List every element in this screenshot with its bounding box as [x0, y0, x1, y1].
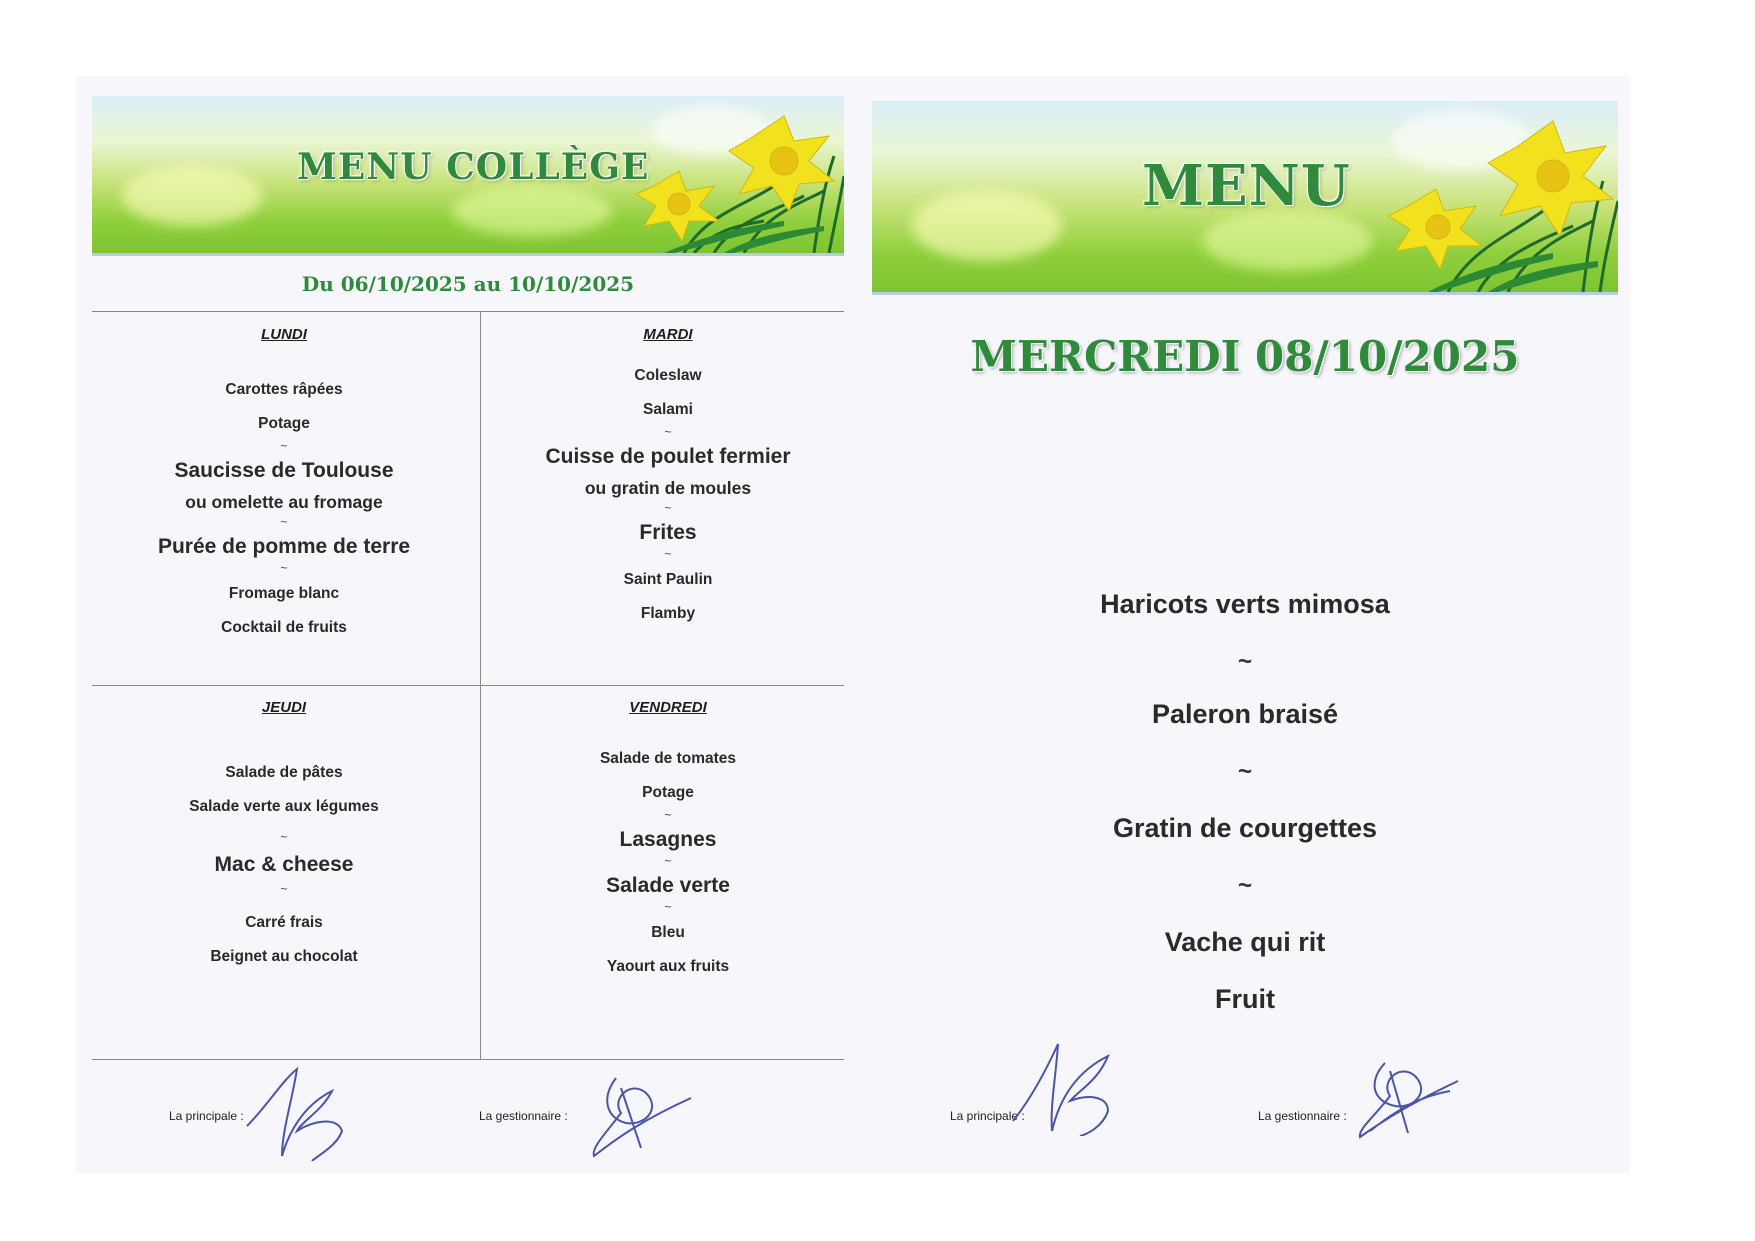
menu-item: Cocktail de fruits [221, 619, 347, 636]
daffodil-flower-icon [1378, 101, 1618, 292]
menu-item: Vache qui rit [1164, 927, 1326, 957]
signature-label-manager: La gestionnaire : [479, 1109, 568, 1123]
day-title: MERCREDI 08/10/2025 [970, 332, 1520, 381]
day-name: MARDI [643, 326, 693, 343]
menu-item: Bleu [651, 924, 685, 941]
menu-item: Lasagnes [619, 828, 717, 851]
day-name: JEUDI [261, 699, 307, 716]
day-name: VENDREDI [629, 699, 707, 716]
day-cell-thursday [92, 698, 476, 974]
signature-label-principal: La principale : [169, 1109, 244, 1123]
wednesday-menu-list [860, 576, 1630, 1028]
menu-item: Fromage blanc [228, 585, 340, 602]
grid-line [92, 1059, 844, 1060]
menu-item: Frites [639, 521, 697, 544]
separator: ~ [664, 854, 672, 868]
menu-item: Salade verte aux légumes [189, 798, 379, 815]
separator: ~ [664, 501, 672, 515]
signature-icon [586, 1068, 696, 1158]
signature-icon [1008, 1036, 1118, 1136]
signature-label-principal: La principale : [950, 1109, 1025, 1123]
separator: ~ [664, 808, 672, 822]
signature-label-manager: La gestionnaire : [1258, 1109, 1347, 1123]
menu-item: Saucisse de Toulouse [174, 459, 394, 482]
separator: ~ [280, 830, 288, 844]
separator: ~ [280, 882, 288, 896]
separator: ~ [280, 439, 288, 453]
grid-line [92, 311, 844, 312]
separator: ~ [280, 561, 288, 575]
banner-title: MENU [1142, 153, 1351, 219]
grid-line [92, 685, 844, 686]
menu-item: Flamby [640, 605, 696, 622]
menu-item: Paleron braisé [1151, 699, 1339, 729]
day-cell-friday [476, 698, 860, 984]
separator: ~ [664, 900, 672, 914]
menu-item: Mac & cheese [214, 853, 354, 876]
separator: ~ [280, 515, 288, 529]
day-cell-monday [92, 325, 476, 645]
menu-item: Salade de pâtes [225, 764, 343, 781]
signature-icon [1350, 1051, 1460, 1141]
menu-item: Salade de tomates [599, 750, 737, 767]
day-cell-tuesday [476, 325, 860, 631]
menu-item: Beignet au chocolat [210, 948, 358, 965]
menu-item: Salami [643, 401, 693, 418]
signature-icon [242, 1061, 352, 1161]
menu-sheet-wednesday [860, 76, 1630, 1173]
menu-item: Carottes râpées [225, 381, 343, 398]
menu-item: Yaourt aux fruits [606, 958, 730, 975]
daffodil-flower-icon [624, 96, 844, 253]
separator: ~ [1237, 872, 1252, 899]
menu-item: Saint Paulin [623, 571, 713, 588]
menu-item: ou gratin de moules [584, 478, 752, 498]
menu-item: Potage [258, 415, 310, 432]
menu-item: Potage [642, 784, 694, 801]
menu-item: Gratin de courgettes [1112, 813, 1378, 843]
menu-item: Salade verte [606, 874, 730, 897]
date-range: Du 06/10/2025 au 10/10/2025 [301, 272, 635, 296]
banner-left [92, 96, 844, 256]
separator: ~ [1237, 758, 1252, 785]
menu-item: Carré frais [245, 914, 323, 931]
menu-item: ou omelette au fromage [185, 492, 383, 512]
separator: ~ [1237, 648, 1252, 675]
menu-item: Purée de pomme de terre [157, 535, 411, 558]
banner-title: MENU COLLÈGE [297, 146, 650, 188]
separator: ~ [664, 425, 672, 439]
banner-right [872, 101, 1618, 295]
separator: ~ [664, 547, 672, 561]
menu-item: Fruit [1215, 984, 1275, 1014]
day-name: LUNDI [261, 326, 307, 343]
menu-item: Cuisse de poulet fermier [545, 445, 791, 468]
menu-item: Haricots verts mimosa [1100, 589, 1390, 619]
menu-item: Coleslaw [634, 367, 702, 384]
menu-sheet-week [76, 76, 860, 1173]
